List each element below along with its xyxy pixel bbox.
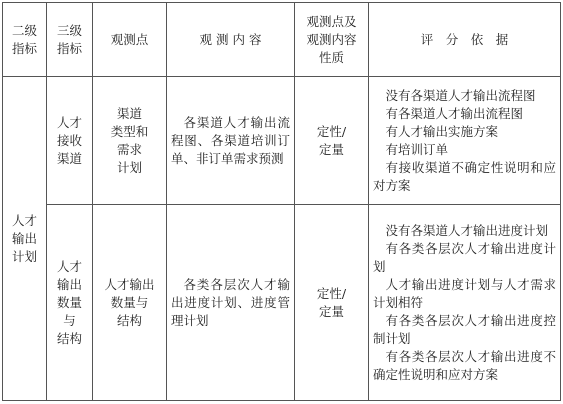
cell-observation-point: 渠道 类型和 需求 计划 — [93, 77, 167, 205]
header-observation-point: 观测点 — [93, 3, 167, 77]
cell-observation-content: 各类各层次人才输出进度计划、进度管理计划 — [167, 205, 295, 401]
criteria-item: 没有各渠道人才输出进度计划 — [385, 222, 549, 238]
header-level2-indicator: 二级 指标 — [3, 3, 47, 77]
evaluation-table — [2, 2, 561, 401]
table-row — [3, 77, 561, 205]
header-observation-content: 观 测 内 容 — [167, 3, 295, 77]
cell-scoring-basis — [369, 77, 561, 205]
table-row — [3, 205, 561, 401]
criteria-item: 有培训订单 — [385, 141, 449, 157]
header-scoring-basis: 评 分 依 据 — [369, 3, 561, 77]
cell-level2-indicator: 人才 输出 计划 — [3, 77, 47, 401]
cell-observation-point: 人才输出 数量与 结构 — [93, 205, 167, 401]
criteria-item: 有各类各层次人才输出进度不确定性说明和应对方案 — [373, 348, 556, 382]
cell-scoring-basis — [369, 205, 561, 401]
criteria-item: 有人才输出实施方案 — [385, 123, 499, 139]
cell-level3-indicator: 人才 接收 渠道 — [47, 77, 93, 205]
criteria-item: 有各类各层次人才输出进度计划 — [373, 240, 556, 274]
header-level3-indicator: 三级 指标 — [47, 3, 93, 77]
criteria-item: 有各类各层次人才输出进度控制计划 — [373, 312, 556, 346]
cell-observation-content: 各渠道人才输出流程图、各渠道培训订单、非订单需求预测 — [167, 77, 295, 205]
cell-level3-indicator: 人才 输出 数量 与 结构 — [47, 205, 93, 401]
header-nature: 观测点及 观测内容 性质 — [295, 3, 369, 77]
criteria-item: 人才输出进度计划与人才需求计划相符 — [373, 276, 556, 310]
cell-nature: 定性/ 定量 — [295, 77, 369, 205]
criteria-item: 有接收渠道不确定性说明和应对方案 — [373, 159, 556, 193]
criteria-item: 没有各渠道人才输出流程图 — [385, 87, 536, 103]
criteria-item: 有各渠道人才输出流程图 — [385, 105, 524, 121]
cell-nature: 定性/ 定量 — [295, 205, 369, 401]
header-row — [3, 3, 561, 77]
